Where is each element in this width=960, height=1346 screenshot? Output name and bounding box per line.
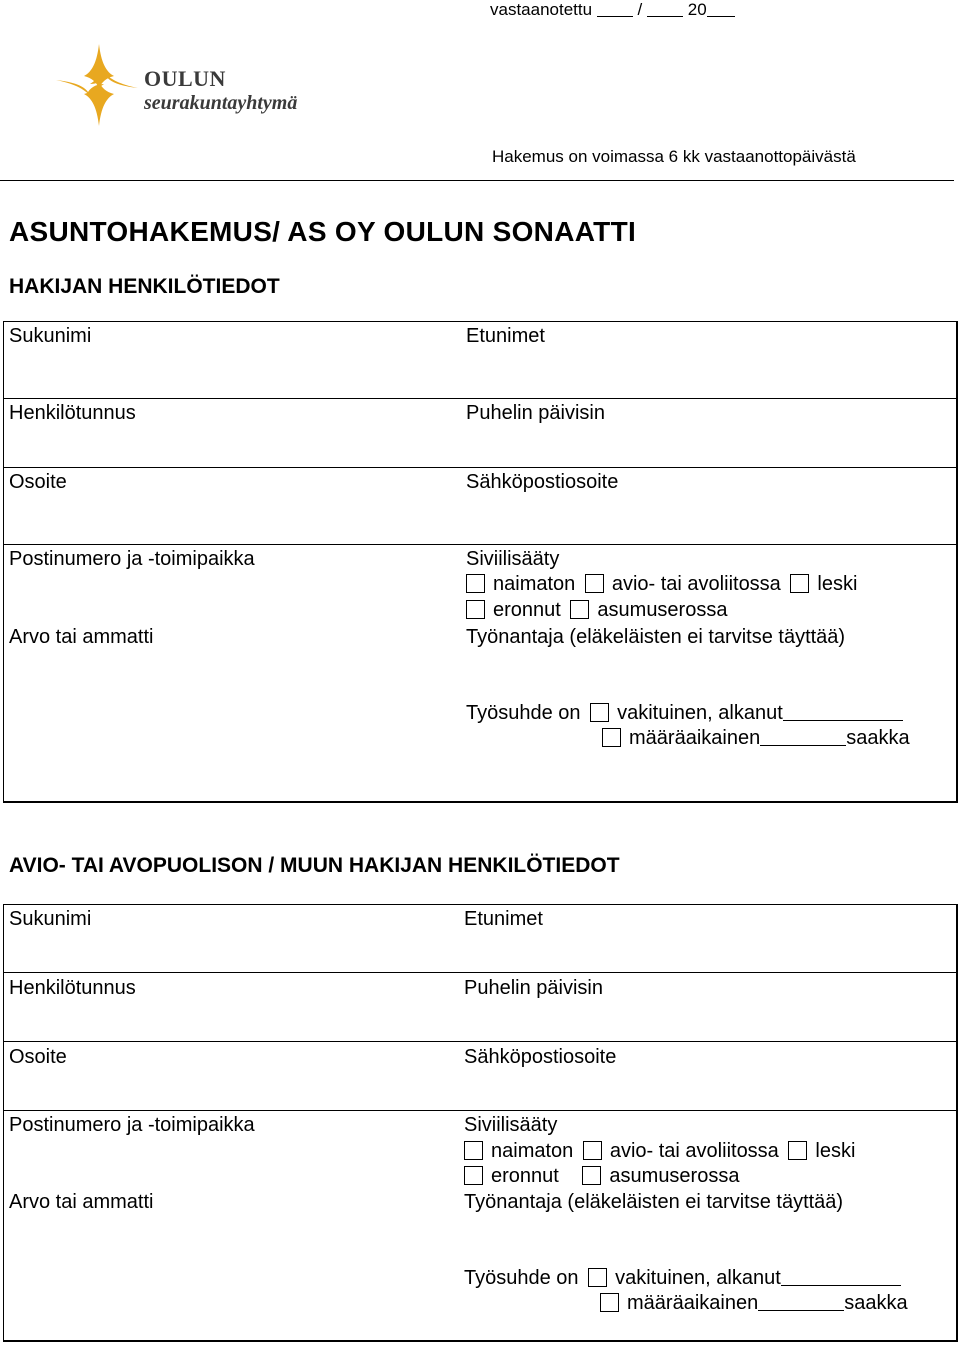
checkbox-vakituinen[interactable] (588, 1268, 607, 1287)
spouse-employment-row2 (600, 1291, 908, 1315)
spouse-ssn-label: Henkilötunnus (9, 977, 136, 999)
applicant-ssn-label: Henkilötunnus (9, 402, 136, 424)
row-divider (4, 972, 957, 973)
option-label: naimaton (493, 573, 576, 595)
option-label: avio- tai avoliitossa (611, 573, 781, 595)
option-label: eronnut (493, 599, 561, 621)
checkbox-eronnut[interactable] (466, 600, 485, 619)
spouse-civil-status-row1 (464, 1139, 855, 1163)
received-month-blank[interactable] (647, 0, 683, 17)
received-label: vastaanotettu (490, 0, 593, 19)
applicant-civil-status-label: Siviilisääty (466, 548, 560, 570)
checkbox-maaraaikainen[interactable] (600, 1293, 619, 1312)
option-label: määräaikainen (629, 727, 761, 749)
checkbox-asumuserossa[interactable] (570, 600, 589, 619)
checkbox-leski[interactable] (788, 1141, 807, 1160)
row-divider (4, 544, 957, 545)
row-divider (4, 398, 957, 399)
option-label: vakituinen, alkanut (615, 1267, 781, 1289)
validity-note: Hakemus on voimassa 6 kk vastaanottopäivästä (492, 147, 856, 166)
received-day-blank[interactable] (597, 0, 633, 17)
spouse-civil-status-label: Siviilisääty (464, 1114, 558, 1136)
logo (54, 42, 324, 132)
applicant-postal-label: Postinumero ja -toimipaikka (9, 548, 255, 570)
spouse-address-label: Osoite (9, 1046, 67, 1068)
applicant-civil-status-row1 (466, 572, 857, 596)
option-label: asumuserossa (597, 599, 728, 621)
option-label: eronnut (491, 1165, 559, 1187)
checkbox-leski[interactable] (790, 574, 809, 593)
applicant-occupation-label: Arvo tai ammatti (9, 626, 154, 648)
spouse-postal-label: Postinumero ja -toimipaikka (9, 1114, 255, 1136)
option-label: leski (817, 573, 858, 595)
applicant-heading: HAKIJAN HENKILÖTIEDOT (9, 275, 280, 298)
spouse-civil-status-row2 (464, 1164, 739, 1188)
row-divider (4, 1041, 957, 1042)
checkbox-eronnut[interactable] (464, 1166, 483, 1185)
logo-line1: OULUN (144, 66, 226, 91)
spouse-form-table (3, 904, 958, 1342)
spouse-occupation-label: Arvo tai ammatti (9, 1191, 154, 1213)
option-label: määräaikainen (627, 1292, 759, 1314)
option-label: asumuserossa (609, 1165, 740, 1187)
option-label: naimaton (491, 1140, 574, 1162)
received-year-blank[interactable] (707, 0, 735, 17)
option-label: vakituinen, alkanut (617, 702, 783, 724)
end-date-blank[interactable] (760, 727, 846, 746)
spouse-employment-row1 (464, 1266, 901, 1290)
received-year-prefix: 20 (687, 0, 707, 19)
end-date-blank[interactable] (758, 1292, 844, 1311)
spouse-employer-label: Työnantaja (eläkeläisten ei tarvitse täyttää) (464, 1191, 844, 1213)
applicant-firstnames-label: Etunimet (466, 325, 545, 347)
checkbox-avioliitossa[interactable] (585, 574, 604, 593)
checkbox-naimaton[interactable] (466, 574, 485, 593)
row-divider (4, 467, 957, 468)
applicant-email-label: Sähköpostiosoite (466, 471, 619, 493)
option-label: avio- tai avoliitossa (609, 1140, 779, 1162)
spouse-surname-label: Sukunimi (9, 908, 92, 930)
spouse-heading: AVIO- TAI AVOPUOLISON / MUUN HAKIJAN HENKILÖTIEDOT (9, 854, 620, 877)
checkbox-avioliitossa[interactable] (583, 1141, 602, 1160)
logo-line2: seurakuntayhtymä (144, 92, 298, 114)
spouse-phone-label: Puhelin päivisin (464, 977, 603, 999)
until-label: saakka (846, 727, 910, 749)
applicant-employer-label: Työnantaja (eläkeläisten ei tarvitse täyttää) (466, 626, 846, 648)
applicant-form-table (3, 321, 958, 803)
applicant-employment-row1 (466, 701, 903, 725)
logo-star-icon (54, 42, 140, 128)
header-divider (0, 180, 954, 181)
received-separator: / (637, 0, 643, 19)
checkbox-maaraaikainen[interactable] (602, 728, 621, 747)
until-label: saakka (844, 1292, 908, 1314)
applicant-phone-label: Puhelin päivisin (466, 402, 605, 424)
page-title: ASUNTOHAKEMUS/ AS OY OULUN SONAATTI (9, 216, 637, 247)
received-date-line (490, 0, 735, 20)
applicant-civil-status-row2 (466, 598, 727, 622)
row-divider (4, 1110, 957, 1111)
employment-label: Työsuhde on (466, 702, 581, 724)
applicant-address-label: Osoite (9, 471, 67, 493)
checkbox-vakituinen[interactable] (590, 703, 609, 722)
spouse-firstnames-label: Etunimet (464, 908, 543, 930)
start-date-blank[interactable] (783, 702, 903, 721)
spouse-email-label: Sähköpostiosoite (464, 1046, 617, 1068)
checkbox-asumuserossa[interactable] (582, 1166, 601, 1185)
option-label: leski (815, 1140, 856, 1162)
applicant-employment-row2 (602, 726, 910, 750)
employment-label: Työsuhde on (464, 1267, 579, 1289)
checkbox-naimaton[interactable] (464, 1141, 483, 1160)
applicant-surname-label: Sukunimi (9, 325, 92, 347)
start-date-blank[interactable] (781, 1267, 901, 1286)
